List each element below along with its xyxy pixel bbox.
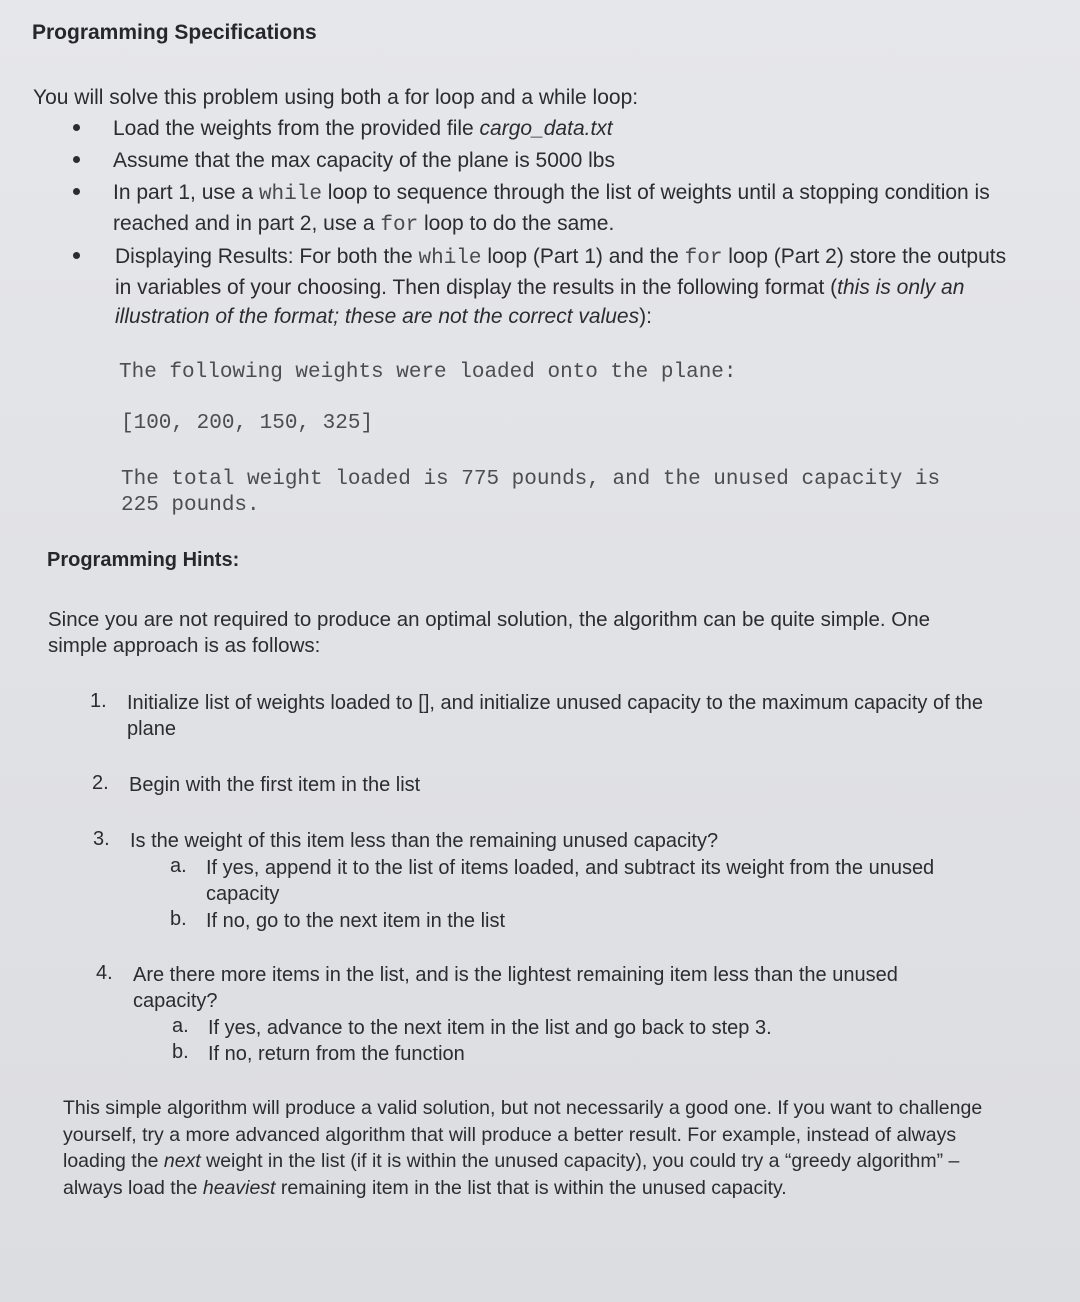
bullet-text: loop (Part 2) store the outputs in variables of your choosing. Then display the results in the following format ( <box>115 245 1007 299</box>
closing-paragraph <box>63 1095 1023 1201</box>
step-3-text: Is the weight of this item less than the remaining unused capacity? <box>130 830 719 852</box>
bullet-text: loop to do the same. <box>418 212 615 235</box>
step-number: 3. <box>93 828 110 850</box>
bullet-load-weights <box>113 114 1043 143</box>
step-4a-text: If yes, advance to the next item in the list and go back to step 3. <box>208 1017 772 1039</box>
hints-title: Programming Hints: <box>47 549 240 571</box>
step-number: 1. <box>90 690 107 712</box>
step-number: 4. <box>96 962 113 984</box>
hints-intro: Since you are not required to produce an optimal solution, the algorithm can be quite simple. One simple approach is as follows: <box>48 608 931 657</box>
italic-next: next <box>163 1150 201 1172</box>
step-1-text: Initialize list of weights loaded to [], and initialize unused capacity to the maximum capacity of the plane <box>127 692 984 740</box>
code-while: while <box>258 183 322 206</box>
example-line-3b: 225 pounds. <box>121 494 260 517</box>
italic-heaviest: heaviest <box>202 1176 276 1199</box>
bullet-dot <box>73 156 80 163</box>
step-4b-text: If no, return from the function <box>208 1043 465 1065</box>
file-name: cargo_data.txt <box>479 117 613 140</box>
bullet-dot <box>73 188 80 195</box>
intro-text: You will solve this problem using both a for loop and a while loop: <box>33 86 639 109</box>
substep-label: b. <box>172 1041 189 1063</box>
closing-text: remaining item in the list that is within the unused capacity. <box>275 1176 787 1199</box>
closing-text: weight in the list (if it is within the unused capacity), you could try a “greedy algorithm” – always load the <box>63 1150 960 1199</box>
example-line-2: [100, 200, 150, 325] <box>121 412 374 435</box>
italic-note: this is only an illustration of the format; these are not the correct values <box>115 276 965 328</box>
page-title: Programming Specifications <box>32 21 317 44</box>
step-3a-text: If yes, append it to the list of items loaded, and subtract its weight from the unused capacity <box>206 857 935 905</box>
bullet-text: Load the weights from the provided file <box>113 117 480 140</box>
substep-label: a. <box>172 1015 189 1037</box>
bullet-dot <box>73 124 80 131</box>
closing-text: This simple algorithm will produce a valid solution, but not necessarily a good one. If you want to challenge yourself, try a more advanced algorithm that will produce a better result. For example, instead of always loading the <box>63 1097 983 1172</box>
bullet-max-capacity: Assume that the max capacity of the plane is 5000 lbs <box>113 149 615 172</box>
code-for: for <box>684 247 723 270</box>
bullet-dot <box>73 252 80 259</box>
example-line-3a: The total weight loaded is 775 pounds, and the unused capacity is <box>121 468 941 491</box>
bullet-text: Displaying Results: For both the <box>115 245 419 268</box>
step-4-text: Are there more items in the list, and is the lightest remaining item less than the unused capacity? <box>133 964 898 1012</box>
step-3b-text: If no, go to the next item in the list <box>206 910 506 932</box>
bullet-text: In part 1, use a <box>113 181 259 204</box>
bullet-text: loop (Part 1) and the <box>481 245 685 268</box>
bullet-loops <box>113 178 1048 240</box>
step-number: 2. <box>92 772 109 794</box>
code-while: while <box>418 247 482 270</box>
step-2-text: Begin with the first item in the list <box>129 774 421 796</box>
bullet-text: loop to sequence through the list of weights until a stopping condition is reached and in part 2, use a <box>113 181 990 235</box>
code-for: for <box>380 214 419 237</box>
bullet-display-results <box>115 242 1020 331</box>
substep-label: b. <box>170 908 187 930</box>
bullet-text: ): <box>639 305 652 328</box>
example-line-1: The following weights were loaded onto the plane: <box>119 361 737 384</box>
substep-label: a. <box>170 855 187 877</box>
